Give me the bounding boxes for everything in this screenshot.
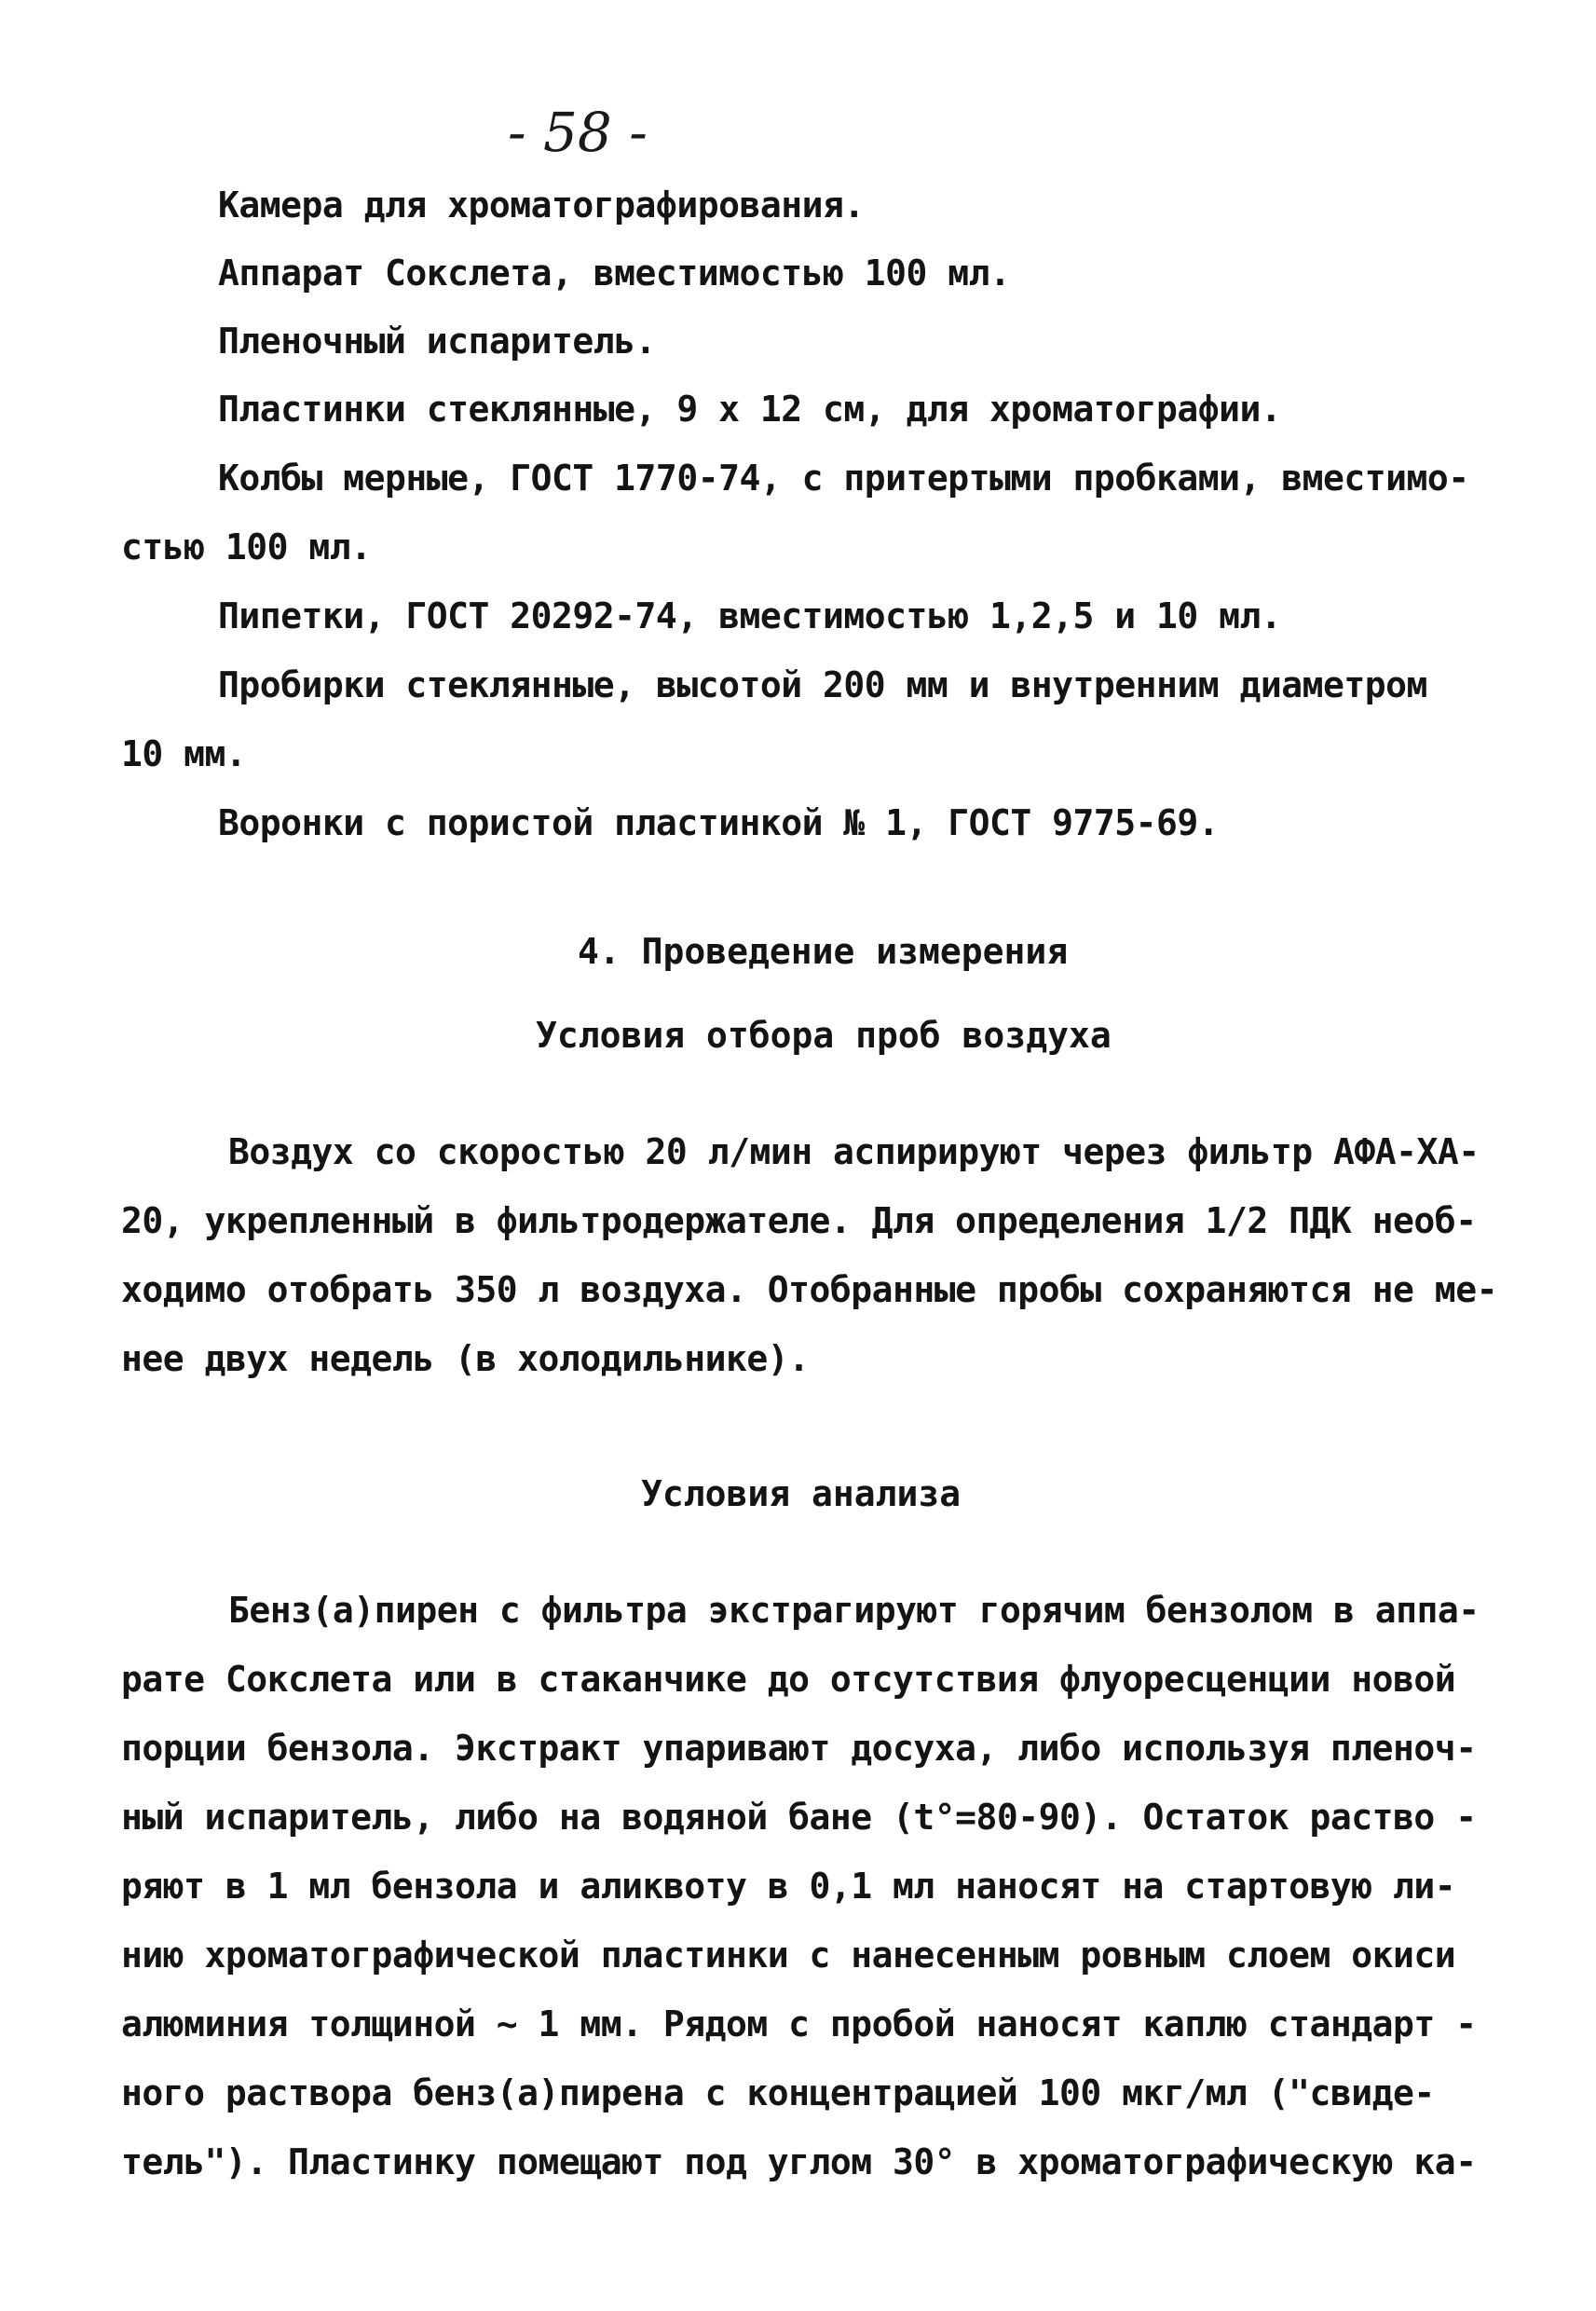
analysis-line: ного раствора бенз(а)пирена с концентрацией 100 мкг/мл ("свиде- [121, 2072, 1435, 2113]
analysis-line: порции бензола. Экстракт упаривают досуха, либо используя пленоч- [121, 1728, 1477, 1769]
equipment-line: Воронки с пористой пластинкой № 1, ГОСТ 9775-69. [218, 802, 1220, 843]
equipment-line: 10 мм. [121, 733, 247, 774]
analysis-line: ряют в 1 мл бензола и аликвоту в 0,1 мл наносят на стартовую ли- [121, 1866, 1456, 1907]
equipment-line: Аппарат Сокслета, вместимостью 100 мл. [218, 253, 1011, 294]
analysis-line: тель"). Пластинку помещают под углом 30° в хроматографическую ка- [121, 2141, 1477, 2182]
equipment-line: Пробирки стеклянные, высотой 200 мм и внутренним диаметром [218, 664, 1427, 705]
equipment-line: Камера для хроматографирования. [218, 185, 865, 226]
section-heading: 4. Проведение измерения [578, 931, 1069, 972]
sampling-line: нее двух недель (в холодильнике). [121, 1338, 810, 1379]
analysis-line: Бенз(а)пирен с фильтра экстрагируют горячим бензолом в аппа- [228, 1590, 1480, 1631]
equipment-line: Колбы мерные, ГОСТ 1770-74, с притертыми пробками, вместимо- [218, 458, 1469, 499]
equipment-line: Пипетки, ГОСТ 20292-74, вместимостью 1,2,5 и 10 мл. [218, 595, 1282, 636]
sampling-heading: Условия отбора проб воздуха [536, 1015, 1112, 1056]
analysis-line: рате Сокслета или в стаканчике до отсутствия флуоресценции новой [121, 1659, 1456, 1700]
analysis-line: нию хроматографической пластинки с нанесенным ровным слоем окиси [121, 1935, 1456, 1976]
equipment-line: Пластинки стеклянные, 9 x 12 см, для хроматографии. [218, 389, 1282, 430]
analysis-line: алюминия толщиной ~ 1 мм. Рядом с пробой наносят каплю стандарт - [121, 2003, 1477, 2044]
analysis-line: ный испаритель, либо на водяной бане (t°=80-90). Остаток раство - [121, 1797, 1477, 1838]
sampling-line: 20, укрепленный в фильтродержателе. Для определения 1/2 ПДК необ- [121, 1200, 1477, 1241]
equipment-line: Пленочный испаритель. [218, 321, 656, 362]
equipment-line: стью 100 мл. [121, 526, 372, 567]
sampling-line: ходимо отобрать 350 л воздуха. Отобранные пробы сохраняются не ме- [121, 1269, 1497, 1310]
sampling-line: Воздух со скоростью 20 л/мин аспирируют через фильтр АФА-ХА- [228, 1131, 1480, 1172]
page-number: - 58 - [508, 101, 648, 164]
analysis-heading: Условия анализа [641, 1473, 962, 1514]
